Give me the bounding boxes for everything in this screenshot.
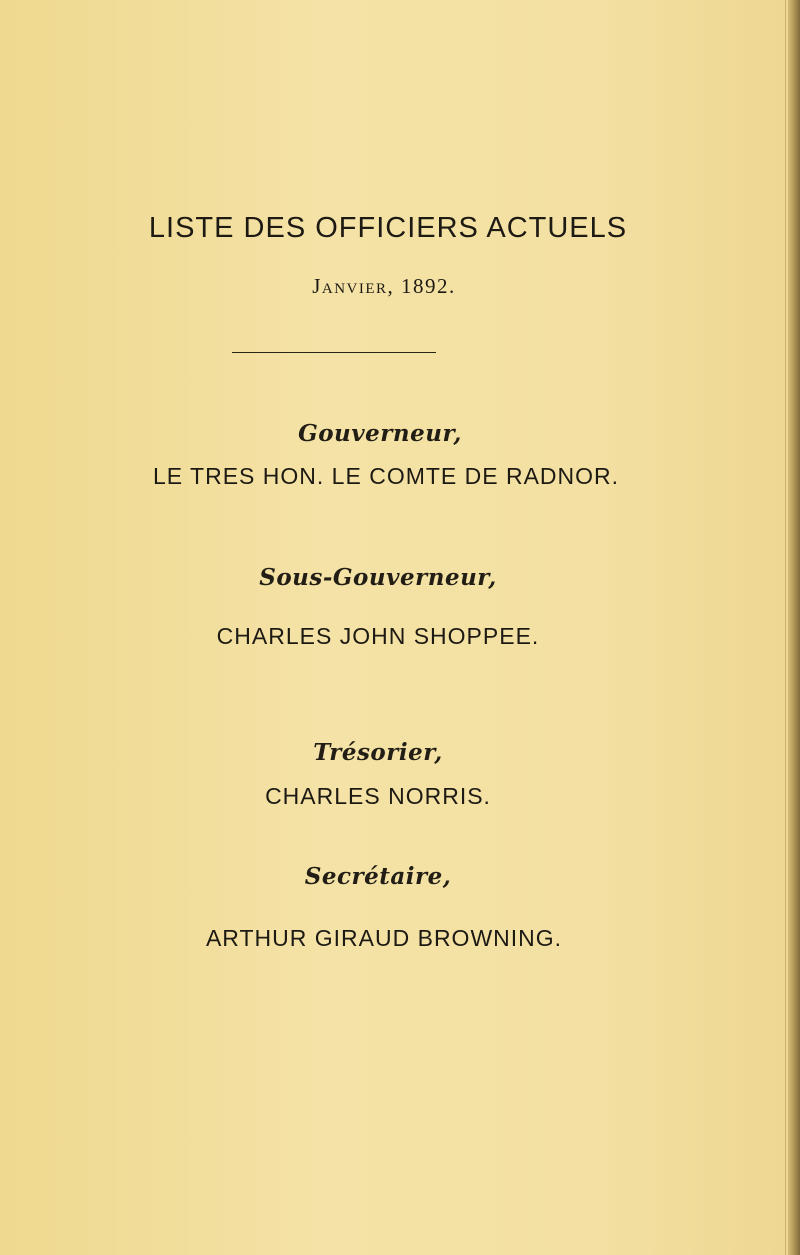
officer-name-governor: LE TRES HON. LE COMTE DE RADNOR. [152, 463, 620, 489]
divider-rule [232, 352, 436, 353]
office-treasurer: Trésorier, [313, 739, 443, 766]
page-fold-line [785, 0, 786, 1255]
officer-name-treasurer: CHARLES NORRIS. [265, 783, 491, 809]
officer-name-deputy-governor: CHARLES JOHN SHOPPEE. [216, 623, 540, 649]
date-line: Janvier, 1892. [312, 274, 456, 298]
office-deputy-governor: Sous-Gouverneur, [259, 564, 497, 591]
officer-name-secretary: ARTHUR GIRAUD BROWNING. [205, 925, 563, 951]
office-governor: Gouverneur, [298, 420, 462, 447]
page-title: LISTE DES OFFICIERS ACTUELS [148, 212, 628, 244]
office-secretary: Secrétaire, [304, 863, 452, 890]
page-edge [788, 0, 800, 1255]
